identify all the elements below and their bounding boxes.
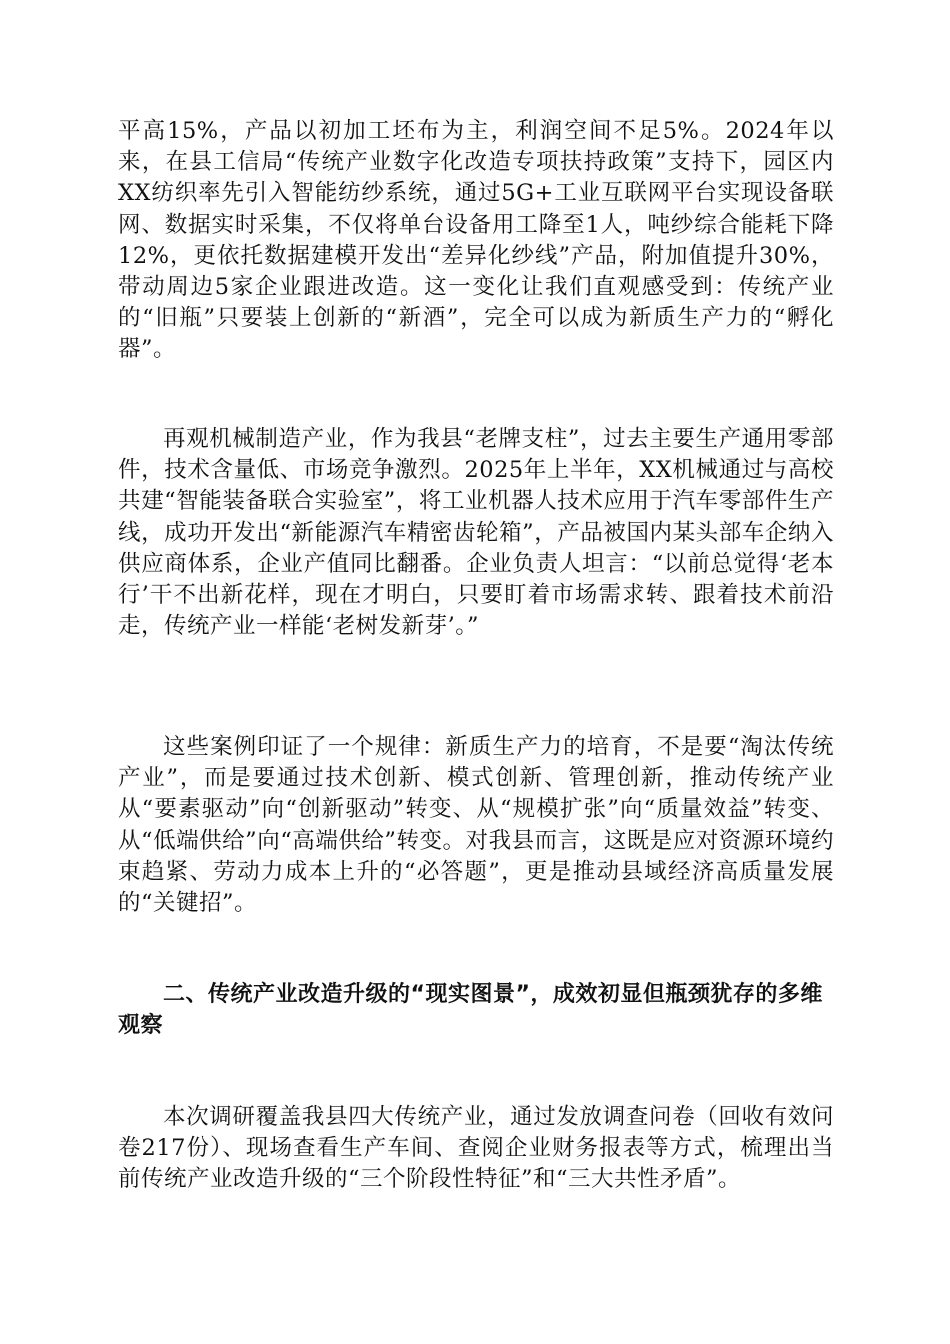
- paragraph-machinery-case: 再观机械制造产业，作为我县“老牌支柱”，过去主要生产通用零部件，技术含量低、市场竞争激烈。2025年上半年，XX机械通过与高校共建“智能装备联合实验室”，将工业机器人技术应用于汽车零部件生产线，成功开发出“新能源汽车精密齿轮箱”，产品被国内某头部车企纳入供应商体系，企业产值同比翻番。企业负责人坦言：“以前总觉得‘老本行’干不出新花样，现在才明白，只要盯着市场需求转、跟着技术前沿走，传统产业一样能‘老树发新芽’。”: [118, 426, 834, 640]
- paragraph-textile-case: 平高15%，产品以初加工坯布为主，利润空间不足5%。2024年以来，在县工信局“传统产业数字化改造专项扶持政策”支持下，园区内XX纺织率先引入智能纺纱系统，通过5G+工业互联网平台实现设备联网、数据实时采集，不仅将单台设备用工降至1人，吨纱综合能耗下降12%，更依托数据建模开发出“差异化纱线”产品，附加值提升30%，带动周边5家企业跟进改造。这一变化让我们直观感受到：传统产业的“旧瓶”只要装上创新的“新酒”，完全可以成为新质生产力的“孵化器”。: [118, 118, 834, 363]
- section-heading: 二、传统产业改造升级的“现实图景”，成效初显但瓶颈犹存的多维观察: [118, 982, 823, 1039]
- paragraph-conclusion: 这些案例印证了一个规律：新质生产力的培育，不是要“淘汰传统产业”，而是要通过技术创新、模式创新、管理创新，推动传统产业从“要素驱动”向“创新驱动”转变、从“规模扩张”向“质量效益”转变、从“低端供给”向“高端供给”转变。对我县而言，这既是应对资源环境约束趋紧、劳动力成本上升的“必答题”，更是推动县域经济高质量发展的“关键招”。: [118, 734, 834, 917]
- paragraph-survey-summary: 本次调研覆盖我县四大传统产业，通过发放调查问卷（回收有效问卷217份）、现场查看生产车间、查阅企业财务报表等方式，梳理出当前传统产业改造升级的“三个阶段性特征”和“三大共性矛盾”。: [118, 1104, 834, 1193]
